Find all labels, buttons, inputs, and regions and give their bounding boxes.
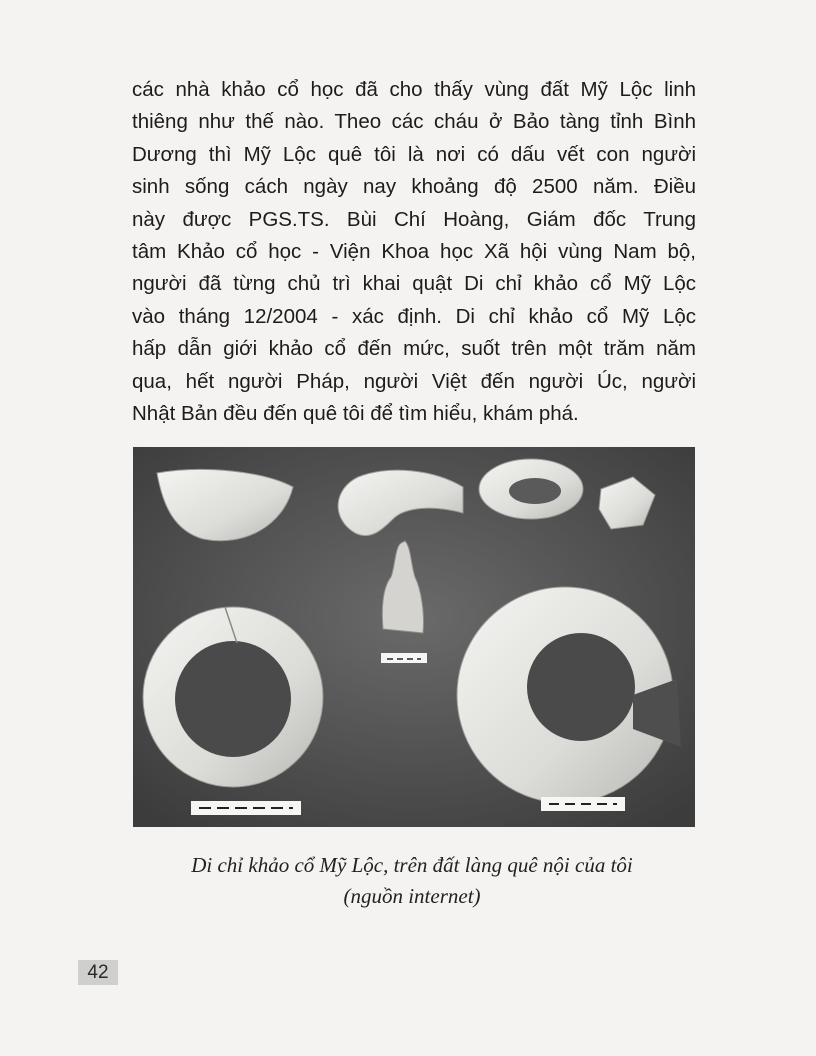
bracelet-right-inner xyxy=(527,633,635,741)
body-line: người đã từng chủ trì khai quật Di chỉ khảo cổ Mỹ Lộc xyxy=(132,272,696,296)
body-line: Nhật Bản đều đến quê tôi để tìm hiểu, khám phá. xyxy=(132,402,579,426)
artifact-photo-illustration xyxy=(133,447,695,827)
photo-caption xyxy=(120,850,704,912)
page-number: 42 xyxy=(78,960,118,985)
body-line: các nhà khảo cổ học đã cho thấy vùng đất Mỹ Lộc linh xyxy=(132,78,696,101)
small-ring-inner xyxy=(509,478,561,504)
body-line: này được PGS.TS. Bùi Chí Hoàng, Giám đốc Trung xyxy=(132,207,696,231)
body-line: Dương thì Mỹ Lộc quê tôi là nơi có dấu vết con người xyxy=(132,142,696,166)
body-line: hấp dẫn giới khảo cổ đến mức, suốt trên một trăm năm xyxy=(132,337,696,361)
body-line: vào tháng 12/2004 - xác định. Di chỉ khảo cổ Mỹ Lộc xyxy=(132,304,696,328)
body-paragraph xyxy=(132,74,696,430)
scale-bar-center xyxy=(381,653,427,663)
body-line: qua, hết người Pháp, người Việt đến người Úc, người xyxy=(132,369,696,393)
caption-line: (nguồn internet) xyxy=(343,884,481,908)
caption-line: Di chỉ khảo cổ Mỹ Lộc, trên đất làng quê nội của tôi xyxy=(191,853,633,877)
artifact-photo xyxy=(133,447,695,827)
body-line: thiêng như thế nào. Theo các cháu ở Bảo tàng tỉnh Bình xyxy=(132,110,696,134)
body-line: tâm Khảo cổ học - Viện Khoa học Xã hội vùng Nam bộ, xyxy=(132,240,696,264)
body-line: sinh sống cách ngày nay khoảng độ 2500 năm. Điều xyxy=(132,175,696,199)
bracelet-left-inner xyxy=(175,641,291,757)
